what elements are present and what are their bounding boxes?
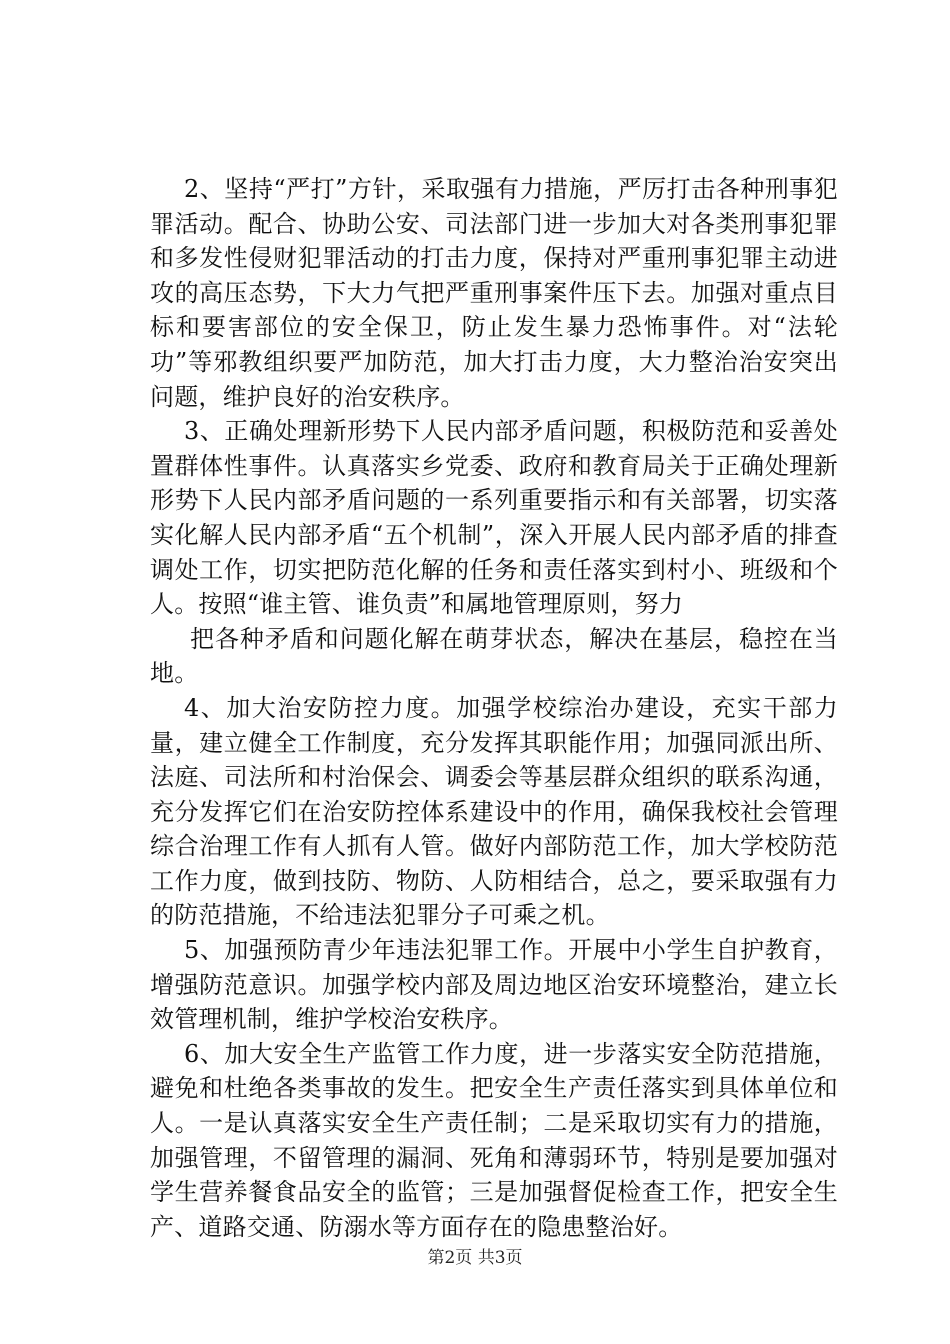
paragraph-continuation: 把各种矛盾和问题化解在萌芽状态，解决在基层，稳控在当地。 [150, 624, 838, 688]
page-number-footer: 第2页 共3页 [427, 1248, 523, 1268]
paragraph-youth-crime-prevention: 5、加强预防青少年违法犯罪工作。开展中小学生自护教育，增强防范意识。加强学校内部及周边地区治安环境整治，建立长效管理机制，维护学校治安秩序。 [150, 936, 838, 1034]
paragraph-strike-hard: 2、坚持“严打”方针，采取强有力措施，严厉打击各种刑事犯罪活动。配合、协助公安、司法部门进一步加大对各类刑事犯罪和多发性侵财犯罪活动的打击力度，保持对严重刑事犯罪主动进攻的高压态势，下大力气把严重刑事案件压下去。加强对重点目标和要害部位的安全保卫，防止发生暴力恐怖事件。对“法轮功”等邪教组织要严加防范，加大打击力度，大力整治治安突出问题，维护良好的治安秩序。 [150, 175, 838, 411]
paragraph-security-control: 4、加大治安防控力度。加强学校综治办建设，充实干部力量，建立健全工作制度，充分发挥其职能作用；加强同派出所、法庭、司法所和村治保会、调委会等基层群众组织的联系沟通，充分发挥它们在治安防控体系建设中的作用，确保我校社会管理综合治理工作有人抓有人管。做好内部防范工作，加大学校防范工作力度，做到技防、物防、人防相结合，总之，要采取强有力的防范措施，不给违法犯罪分子可乘之机。 [150, 693, 838, 930]
document-body [150, 172, 838, 1244]
paragraph-production-safety: 6、加大安全生产监管工作力度，进一步落实安全防范措施，避免和杜绝各类事故的发生。把安全生产责任落实到具体单位和人。一是认真落实安全生产责任制；二是采取切实有力的措施，加强管理，不留管理的漏洞、死角和薄弱环节，特别是要加强对学生营养餐食品安全的监管；三是加强督促检查工作，把安全生产、道路交通、防溺水等方面存在的隐患整治好。 [150, 1039, 838, 1241]
paragraph-internal-contradictions: 3、正确处理新形势下人民内部矛盾问题，积极防范和妥善处置群体性事件。认真落实乡党委、政府和教育局关于正确处理新形势下人民内部矛盾问题的一系列重要指示和有关部署，切实落实化解人民内部矛盾“五个机制”，深入开展人民内部矛盾的排查调处工作，切实把防范化解的任务和责任落实到村小、班级和个人。按照“谁主管、谁负责”和属地管理原则，努力 [150, 417, 838, 619]
